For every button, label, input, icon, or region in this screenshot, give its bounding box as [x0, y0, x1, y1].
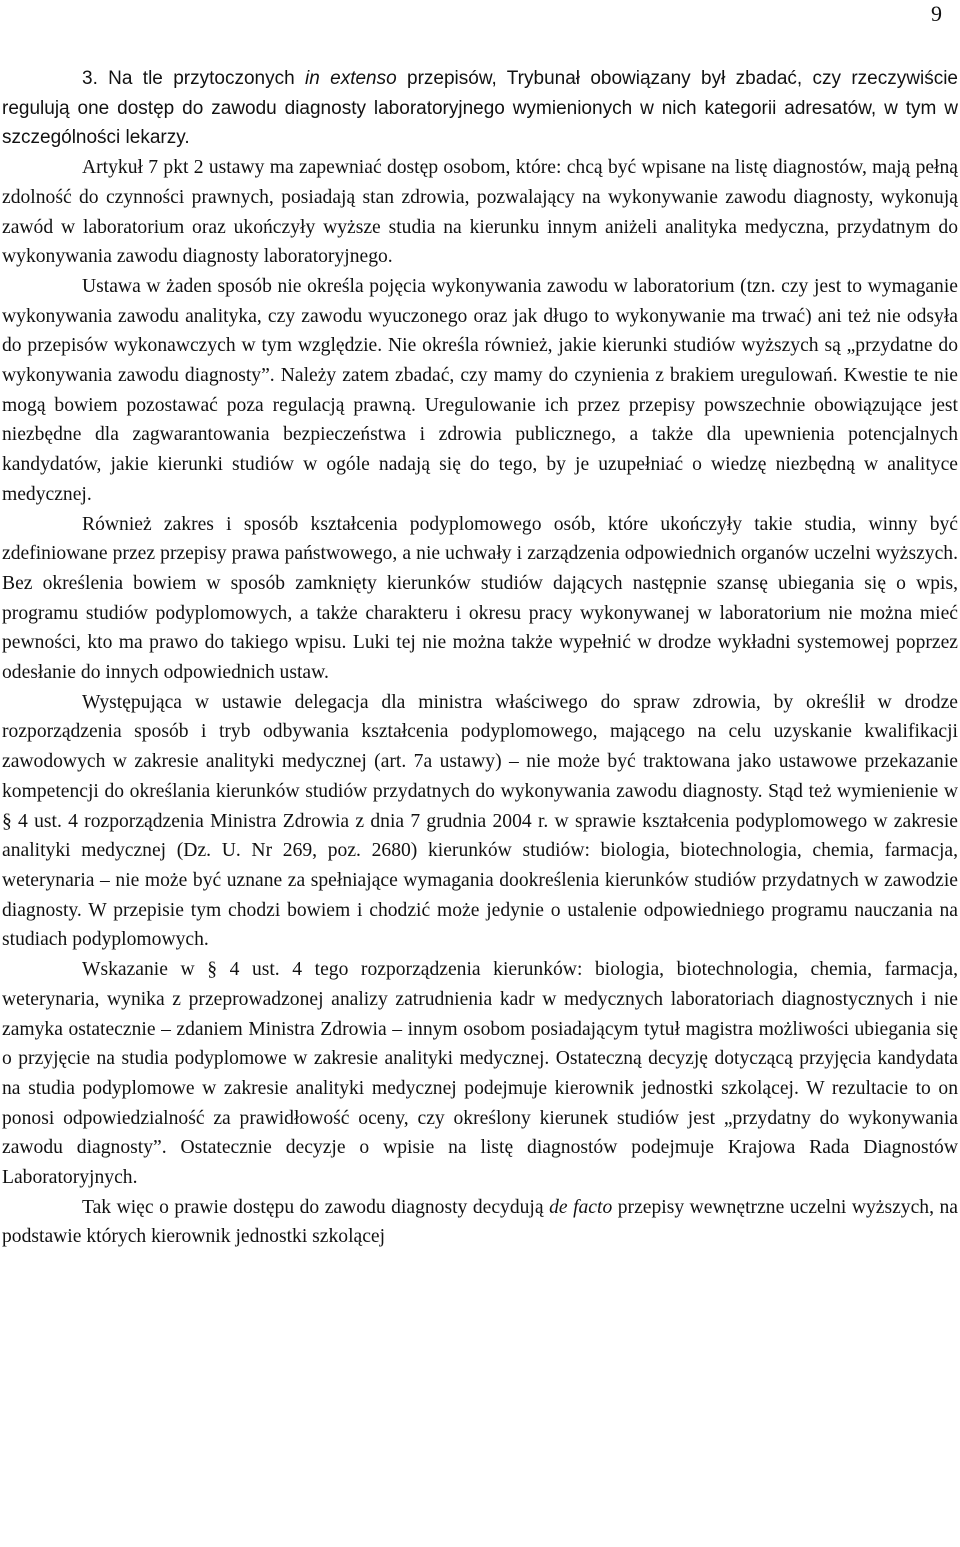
document-body — [2, 64, 958, 1252]
paragraph-7 — [2, 1193, 958, 1252]
paragraph-2: Artykuł 7 pkt 2 ustawy ma zapewniać dostęp osobom, które: chcą być wpisane na listę diagnostów, mają pełną zdolność do czynności prawnych, posiadają stan zdrowia, pozwalający na wykonywanie zawodu diagnosty, wykonują zawód w laboratorium oraz ukończyły wyższe studia na kierunku innym aniżeli analityka medyczna, przydatnym do wykonywania zawodu diagnosty laboratoryjnego. — [2, 157, 958, 268]
paragraph-1-text-a: 3. Na tle przytoczonych — [82, 68, 305, 89]
paragraph-5: Występująca w ustawie delegacja dla ministra właściwego do spraw zdrowia, by określił w drodze rozporządzenia sposób i tryb odbywania kształcenia podyplomowego, mającego na celu uzyskanie kwalifikacji zawodowych w zakresie analityki medycznej (art. 7a ustawy) – nie może być traktowana jako ustawowe przekazanie kompetencji do określania kierunków studiów przydatnych do wykonywania zawodu diagnosty. Stąd też wymienienie w § 4 ust. 4 rozporządzenia Ministra Zdrowia z dnia 7 grudnia 2004 r. w sprawie kształcenia podyplomowego w zakresie analityki medycznej (Dz. U. Nr 269, poz. 2680) kierunków studiów: biologia, biotechnologia, chemia, farmacja, weterynaria – nie może być uznane za spełniające wymagania dookreślenia kierunków studiów przydatnych w zawodzie diagnosty. W przepisie tym chodzi bowiem i chodzić może jedynie o ustalenie odpowiedniego programu nauczania na studiach podyplomowych. — [2, 691, 958, 951]
paragraph-7-text-b: przepisy wewnętrzne uczelni wyższych, na podstawie których kierownik jednostki szkolącej — [2, 1196, 958, 1248]
paragraph-7-italic: de facto — [549, 1196, 613, 1218]
paragraph-3: Ustawa w żaden sposób nie określa pojęcia wykonywania zawodu w laboratorium (tzn. czy jest to wymaganie wykonywania zawodu analityka, czy zawodu wyuczonego oraz jak długo to wykonywanie ma trwać) ani też nie odsyła do przepisów wykonawczych w tym względzie. Nie określa również, jakie kierunki studiów wyższych są „przydatne do wykonywania zawodu diagnosty”. Należy zatem zbadać, czy mamy do czynienia z brakiem uregulowań. Kwestie te nie mogą bowiem pozostawać poza regulacją prawną. Uregulowanie ich przez przepisy powszechnie obowiązujące jest niezbędne dla zagwarantowania bezpieczeństwa i zdrowia publicznego, a także dla upewnienia potencjalnych kandydatów, jakie kierunki studiów w ogóle nadają się do tego, by je uzupełniać o wiedzę niezbędną w analityce medycznej. — [2, 275, 958, 505]
paragraph-6: Wskazanie w § 4 ust. 4 tego rozporządzenia kierunków: biologia, biotechnologia, chemia, farmacja, weterynaria, wynika z przeprowadzonej analizy zatrudnienia kadr w medycznych laboratoriach diagnostycznych i nie zamyka ostatecznie – zdaniem Ministra Zdrowia – innym osobom posiadającym tytuł magistra możliwości ubiegania się o przyjęcie na studia podyplomowe w zakresie analityki medycznej. Ostateczną decyzję dotyczącą przyjęcia kandydata na studia podyplomowe w zakresie analityki medycznej podejmuje kierownik jednostki szkolącej. W rezultacie to on ponosi odpowiedzialność za prawidłowość oceny, czy określony kierunek studiów jest „przydatny do wykonywania zawodu diagnosty”. Ostatecznie decyzje o wpisie na listę diagnostów podejmuje Krajowa Rada Diagnostów Laboratoryjnych. — [2, 959, 958, 1189]
paragraph-1-italic: in extenso — [305, 68, 397, 89]
paragraph-7-text-a: Tak więc o prawie dostępu do zawodu diagnosty decydują — [82, 1196, 550, 1218]
paragraph-1-text-b: przepisów, Trybunał obowiązany był zbadać, czy rzeczywiście regulują one dostęp do zawodu diagnosty laboratoryjnego wymienionych w nich kategorii adresatów, w tym w szczególności lekarzy. — [2, 68, 958, 149]
page-number: 9 — [931, 1, 942, 26]
paragraph-1 — [2, 64, 958, 153]
paragraph-4: Również zakres i sposób kształcenia podyplomowego osób, które ukończyły takie studia, winny być zdefiniowane przez przepisy prawa państwowego, a nie uchwały i zarządzenia odpowiednich organów uczelni wyższych. Bez określenia bowiem w sposób zamknięty kierunków studiów dających następnie szansę ubiegania się o wpis, programu studiów podyplomowych, a także charakteru i okresu pracy wykonywanej w laboratorium nie można mieć pewności, kto ma prawo do takiego wpisu. Luki tej nie można także wypełnić w drodze wykładni systemowej poprzez odesłanie do innych odpowiednich ustaw. — [2, 513, 958, 684]
